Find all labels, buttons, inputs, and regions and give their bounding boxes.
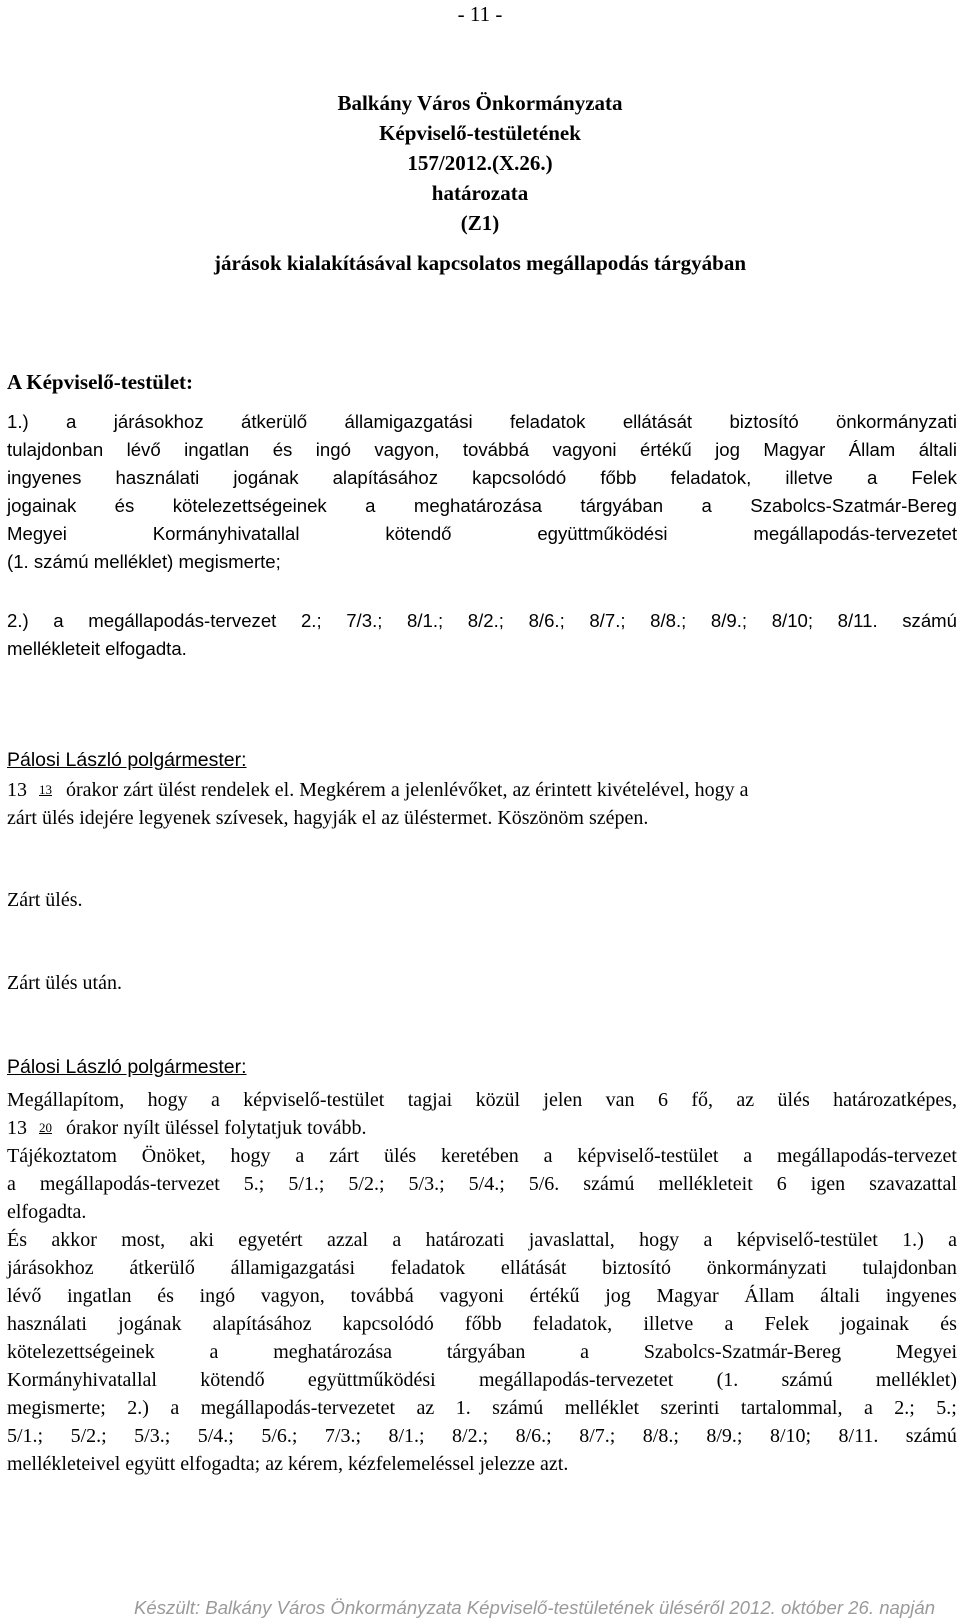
word: ingyenes bbox=[885, 1285, 957, 1307]
announcement-text: órakor zárt ülést rendelek el. Megkérem a jelenlévőket, az érintett kivételével, hogy a bbox=[66, 779, 749, 801]
word: ingó bbox=[315, 439, 351, 460]
word: szerinti bbox=[660, 1397, 720, 1419]
word: megállapodás-tervezet bbox=[776, 1145, 957, 1167]
word: tárgyában bbox=[446, 1341, 526, 1363]
word: 8/7.; bbox=[589, 610, 626, 631]
word: vagyon, bbox=[374, 439, 440, 460]
word: melléklet) bbox=[875, 1369, 957, 1391]
word: továbbá bbox=[350, 1285, 414, 1307]
word: határozati bbox=[425, 1229, 505, 1251]
quorum-statement bbox=[7, 1086, 957, 1226]
word: általi bbox=[820, 1285, 861, 1307]
word: tulajdonban bbox=[7, 439, 104, 460]
word: 8/6.; bbox=[515, 1425, 552, 1447]
word: 5/6.; bbox=[261, 1425, 298, 1447]
word: Felek bbox=[764, 1313, 809, 1335]
word: alapításához bbox=[332, 467, 439, 488]
word: a bbox=[365, 495, 376, 516]
text-line bbox=[7, 1394, 957, 1422]
word: használati bbox=[7, 1313, 87, 1335]
word: kötelezettségeinek bbox=[7, 1341, 155, 1363]
word: a bbox=[209, 1341, 219, 1363]
text-line bbox=[7, 607, 957, 635]
word: ellátását bbox=[500, 1257, 567, 1279]
word: számú bbox=[902, 610, 957, 631]
time-minute: 20 bbox=[39, 1120, 52, 1135]
word: alapításához bbox=[212, 1313, 312, 1335]
text-line bbox=[7, 1254, 957, 1282]
word: továbbá bbox=[462, 439, 530, 460]
text-line bbox=[7, 1226, 957, 1254]
word: 2.) bbox=[127, 1397, 149, 1419]
word: meghatározása bbox=[273, 1341, 393, 1363]
word: 8/1.; bbox=[388, 1425, 425, 1447]
word: 8/11. bbox=[838, 1425, 879, 1447]
word: javaslattal, bbox=[528, 1229, 615, 1251]
word: kapcsolódó bbox=[472, 467, 567, 488]
reopen-text: órakor nyílt üléssel folytatjuk tovább. bbox=[66, 1117, 367, 1139]
word: illetve bbox=[785, 467, 833, 488]
word: most, bbox=[121, 1229, 166, 1251]
word: a bbox=[66, 411, 77, 432]
word: 2.) bbox=[7, 610, 29, 631]
word: jog bbox=[715, 439, 740, 460]
word: az bbox=[736, 1089, 755, 1111]
word: igen bbox=[810, 1173, 846, 1195]
title-line: Képviselő-testületének bbox=[379, 121, 581, 145]
word: keretében bbox=[441, 1145, 519, 1167]
word: számú bbox=[583, 1173, 635, 1195]
word: feladatok, bbox=[670, 467, 752, 488]
word: Kormányhivatallal bbox=[7, 1369, 157, 1391]
word: 1. bbox=[455, 1397, 471, 1419]
word: használati bbox=[115, 467, 200, 488]
word: Állam bbox=[744, 1285, 795, 1307]
word: és bbox=[940, 1313, 957, 1335]
word: 8/2.; bbox=[452, 1425, 489, 1447]
word: a bbox=[701, 495, 712, 516]
resolution-item-1 bbox=[7, 408, 957, 576]
word: képviselő-testület bbox=[736, 1229, 878, 1251]
word: meghatározása bbox=[413, 495, 543, 516]
text-line bbox=[7, 1086, 957, 1114]
text-line bbox=[7, 1366, 957, 1394]
word: járásokhoz bbox=[7, 1257, 94, 1279]
resolution-title bbox=[0, 88, 960, 238]
word: értékű bbox=[529, 1285, 580, 1307]
text-line bbox=[7, 776, 957, 804]
text-line: mellékleteivel együtt elfogadta; az kérem, kézfelemeléssel jelezze azt. bbox=[7, 1453, 569, 1475]
word: a bbox=[53, 610, 64, 631]
word: államigazgatási bbox=[230, 1257, 356, 1279]
word: ellátását bbox=[622, 411, 693, 432]
word: vagyon, bbox=[260, 1285, 325, 1307]
word: Szabolcs-Szatmár-Bereg bbox=[750, 495, 957, 516]
word: lévő bbox=[7, 1285, 42, 1307]
word: átkerülő bbox=[241, 411, 308, 432]
page-number: - 11 - bbox=[457, 2, 503, 26]
word: 8/2.; bbox=[467, 610, 504, 631]
word: jelen bbox=[543, 1089, 583, 1111]
word: illetve bbox=[643, 1313, 694, 1335]
word: jogának bbox=[118, 1313, 182, 1335]
word: És bbox=[7, 1229, 27, 1251]
word: megállapodás-tervezetet bbox=[478, 1369, 674, 1391]
word: biztosító bbox=[602, 1257, 672, 1279]
word: hogy bbox=[230, 1145, 271, 1167]
word: ülés bbox=[777, 1089, 810, 1111]
text-line bbox=[7, 492, 957, 520]
word: 5/3.; bbox=[134, 1425, 171, 1447]
body-label: A Képviselő-testület: bbox=[7, 370, 194, 394]
word: ingatlan bbox=[67, 1285, 132, 1307]
text-line bbox=[7, 1338, 957, 1366]
word: 5/1.; bbox=[288, 1173, 325, 1195]
vote-call bbox=[7, 1226, 957, 1478]
word: államigazgatási bbox=[344, 411, 473, 432]
word: a bbox=[392, 1229, 402, 1251]
word: zárt bbox=[329, 1145, 360, 1167]
word: (1. bbox=[716, 1369, 739, 1391]
word: 5/2.; bbox=[70, 1425, 107, 1447]
word: és bbox=[157, 1285, 174, 1307]
word: együttműködési bbox=[307, 1369, 436, 1391]
word: 5/1.; bbox=[7, 1425, 44, 1447]
text-line: elfogadta. bbox=[7, 1201, 87, 1223]
word: a bbox=[210, 1089, 220, 1111]
text-line bbox=[7, 1310, 957, 1338]
word: átkerülő bbox=[129, 1257, 195, 1279]
word: 7/3.; bbox=[324, 1425, 362, 1447]
word: értékű bbox=[639, 439, 692, 460]
word: a bbox=[543, 1145, 553, 1167]
word: szavazattal bbox=[869, 1173, 957, 1195]
word: határozatképes, bbox=[833, 1089, 957, 1111]
word: képviselő-testület bbox=[577, 1145, 719, 1167]
word: tárgyában bbox=[580, 495, 664, 516]
word: 2.; bbox=[300, 610, 322, 631]
word: 5/2.; bbox=[348, 1173, 385, 1195]
word: 7/3.; bbox=[346, 610, 383, 631]
text-line bbox=[7, 1170, 957, 1198]
word: kötelezettségeinek bbox=[172, 495, 327, 516]
word: és bbox=[114, 495, 135, 516]
word: megállapodás-tervezetet bbox=[200, 1397, 396, 1419]
word: 5/6. bbox=[528, 1173, 560, 1195]
word: főbb bbox=[600, 467, 637, 488]
after-closed-label: Zárt ülés után. bbox=[7, 972, 122, 994]
text-line bbox=[7, 520, 957, 548]
word: vagyoni bbox=[552, 439, 617, 460]
text-line bbox=[7, 1114, 957, 1142]
word: a bbox=[295, 1145, 305, 1167]
word: általi bbox=[918, 439, 957, 460]
text-line bbox=[7, 464, 957, 492]
title-line: 157/2012.(X.26.) bbox=[407, 151, 553, 175]
word: megállapodás-tervezet bbox=[88, 610, 277, 631]
speaker-name: Pálosi László polgármester: bbox=[7, 749, 247, 771]
word: 6 bbox=[657, 1089, 668, 1111]
closed-session-label: Zárt ülés. bbox=[7, 889, 83, 911]
time-hour: 13 bbox=[7, 779, 27, 801]
word: tagjai bbox=[407, 1089, 453, 1111]
word: 8/11. bbox=[837, 610, 878, 631]
word: kapcsolódó bbox=[342, 1313, 434, 1335]
word: mellékleteit bbox=[658, 1173, 753, 1195]
page-footer: Készült: Balkány Város Önkormányzata Képviselő-testületének üléséről 2012. október 26. napján bbox=[134, 1597, 936, 1618]
word: a bbox=[743, 1145, 753, 1167]
closed-session-announcement bbox=[7, 776, 957, 832]
word: 6 bbox=[776, 1173, 787, 1195]
word: ingyenes bbox=[7, 467, 82, 488]
word: ingó bbox=[199, 1285, 236, 1307]
word: közül bbox=[475, 1089, 520, 1111]
word: Tájékoztatom bbox=[7, 1145, 117, 1167]
word: és bbox=[272, 439, 293, 460]
text-line: (1. számú melléklet) megismerte; bbox=[7, 551, 281, 572]
title-line: (Z1) bbox=[460, 211, 500, 235]
word: 8/1.; bbox=[407, 610, 444, 631]
word: melléklet bbox=[564, 1397, 640, 1419]
word: az bbox=[416, 1397, 435, 1419]
word: biztosító bbox=[729, 411, 799, 432]
word: a bbox=[866, 467, 878, 488]
word: jogainak bbox=[840, 1313, 910, 1335]
text-line bbox=[7, 1282, 957, 1310]
word: 5.; bbox=[936, 1397, 957, 1419]
word: van bbox=[605, 1089, 635, 1111]
word: számú bbox=[781, 1369, 833, 1391]
text-line bbox=[7, 408, 957, 436]
word: számú bbox=[492, 1397, 544, 1419]
word: tartalommal, bbox=[740, 1397, 843, 1419]
word: 8/8.; bbox=[650, 610, 687, 631]
time-hour: 13 bbox=[7, 1117, 27, 1139]
word: a bbox=[724, 1313, 734, 1335]
word: hogy bbox=[639, 1229, 680, 1251]
word: Szabolcs-Szatmár-Bereg bbox=[643, 1341, 842, 1363]
word: a bbox=[580, 1341, 590, 1363]
resolution-item-2 bbox=[7, 607, 957, 663]
resolution-subtitle: járások kialakításával kapcsolatos megállapodás tárgyában bbox=[213, 251, 747, 275]
word: 8/10; bbox=[771, 610, 814, 631]
word: kötendő bbox=[200, 1369, 265, 1391]
speaker-name: Pálosi László polgármester: bbox=[7, 1056, 247, 1078]
word: 8/9.; bbox=[706, 1425, 743, 1447]
word: 5/3.; bbox=[408, 1173, 445, 1195]
word: azzal bbox=[326, 1229, 369, 1251]
word: tulajdonban bbox=[862, 1257, 957, 1279]
word: jog bbox=[605, 1285, 631, 1307]
word: járásokhoz bbox=[113, 411, 204, 432]
word: 5.; bbox=[243, 1173, 265, 1195]
word: a bbox=[703, 1229, 713, 1251]
text-line bbox=[7, 1422, 957, 1450]
word: lévő bbox=[126, 439, 161, 460]
word: fő, bbox=[691, 1089, 713, 1111]
word: megállapodás-tervezet bbox=[39, 1173, 220, 1195]
word: Kormányhivatallal bbox=[152, 523, 300, 544]
word: együttműködési bbox=[537, 523, 668, 544]
word: 5/4.; bbox=[197, 1425, 234, 1447]
word: főbb bbox=[464, 1313, 502, 1335]
word: önkormányzati bbox=[836, 411, 957, 432]
word: Megyei bbox=[895, 1341, 957, 1363]
word: 5/4.; bbox=[468, 1173, 505, 1195]
word: feladatok bbox=[390, 1257, 466, 1279]
word: képviselő-testület bbox=[243, 1089, 385, 1111]
word: Önöket, bbox=[141, 1145, 206, 1167]
text-line bbox=[7, 436, 957, 464]
word: akkor bbox=[51, 1229, 97, 1251]
word: Magyar bbox=[656, 1285, 719, 1307]
word: Állam bbox=[848, 439, 896, 460]
title-line: Balkány Város Önkormányzata bbox=[337, 91, 623, 115]
word: 8/9.; bbox=[710, 610, 748, 631]
word: jogának bbox=[233, 467, 299, 488]
word: feladatok, bbox=[532, 1313, 613, 1335]
text-line: zárt ülés idejére legyenek szívesek, hagyják el az üléstermet. Köszönöm szépen. bbox=[7, 807, 649, 829]
word: jogainak bbox=[7, 495, 77, 516]
word: Megyei bbox=[7, 523, 67, 544]
time-minute: 13 bbox=[39, 782, 52, 797]
word: megismerte; bbox=[7, 1397, 106, 1419]
word: Megállapítom, bbox=[7, 1089, 125, 1111]
title-line: határozata bbox=[431, 181, 529, 205]
word: önkormányzati bbox=[706, 1257, 827, 1279]
word: 8/6.; bbox=[528, 610, 565, 631]
word: 1.) bbox=[7, 411, 29, 432]
word: Felek bbox=[911, 467, 957, 488]
word: 1.) bbox=[902, 1229, 924, 1251]
word: kötendő bbox=[385, 523, 452, 544]
word: ingatlan bbox=[184, 439, 250, 460]
word: megállapodás-tervezetet bbox=[753, 523, 957, 544]
word: a bbox=[7, 1173, 16, 1195]
word: ülés bbox=[383, 1145, 417, 1167]
word: 2.; bbox=[894, 1397, 915, 1419]
word: feladatok bbox=[510, 411, 586, 432]
word: a bbox=[170, 1397, 180, 1419]
word: 8/10; bbox=[769, 1425, 812, 1447]
text-line bbox=[7, 1142, 957, 1170]
word: a bbox=[948, 1229, 957, 1251]
word: 8/8.; bbox=[642, 1425, 679, 1447]
word: hogy bbox=[147, 1089, 188, 1111]
word: aki bbox=[189, 1229, 214, 1251]
word: egyetért bbox=[238, 1229, 303, 1251]
text-line: mellékleteit elfogadta. bbox=[7, 638, 187, 659]
word: számú bbox=[905, 1425, 957, 1447]
word: vagyoni bbox=[439, 1285, 504, 1307]
word: a bbox=[863, 1397, 873, 1419]
word: Magyar bbox=[763, 439, 826, 460]
word: 8/7.; bbox=[579, 1425, 616, 1447]
